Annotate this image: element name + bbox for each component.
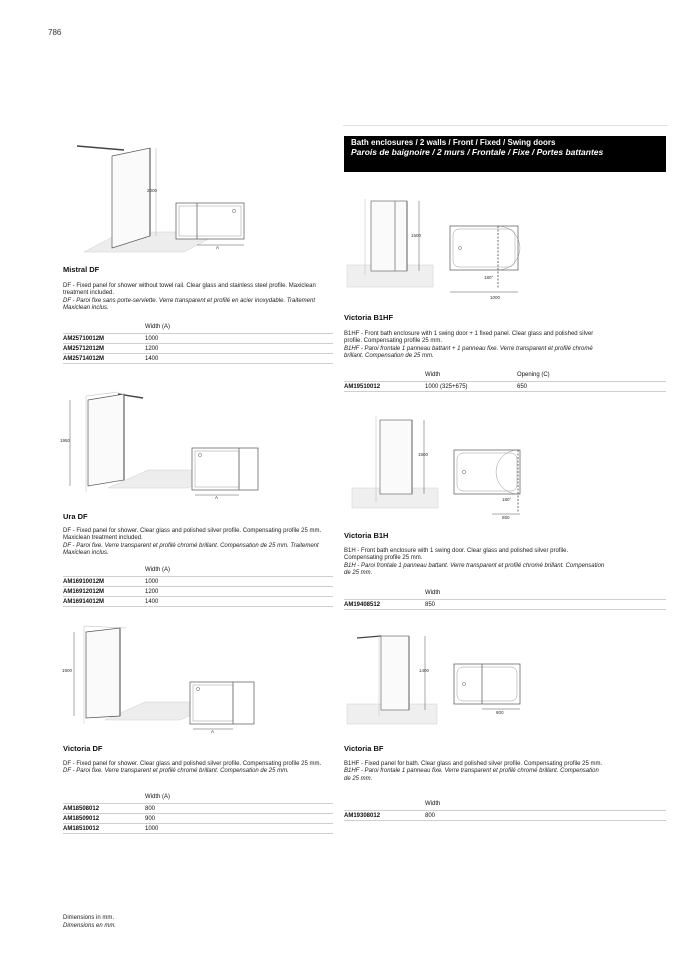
col-header-width: Width bbox=[425, 589, 441, 596]
mistral-df-desc-en: DF - Fixed panel for shower without towel rail. Clear glass and stainless steel profile. Maxiclean treatment included. bbox=[63, 283, 316, 297]
table-row: AM25714012M 1400 bbox=[63, 354, 333, 364]
b1h-dim-angle: 180° bbox=[502, 497, 512, 502]
victoria-df-plan bbox=[186, 676, 258, 734]
b1hf-dim-width: 1000 bbox=[490, 295, 501, 300]
bf-desc-fr: B1HF - Paroi frontale 1 panneau fixe. Verre transparent et profilé chromé brillant. Compensation de 25 mm. bbox=[344, 768, 599, 782]
footnote-fr: Dimensions en mm. bbox=[63, 923, 117, 929]
table-row: AM18509012 900 bbox=[63, 814, 333, 824]
footnote-en: Dimensions in mm. bbox=[63, 915, 115, 921]
top-divider bbox=[343, 125, 668, 126]
ura-df-desc-fr: DF - Paroi fixe. Verre transparent et profilé chromé brillant. Compensation de 25 mm. Traitement Maxiclean inclus. bbox=[63, 542, 319, 557]
b1h-dim-width: 850 bbox=[502, 515, 510, 520]
mistral-df-table bbox=[63, 320, 333, 364]
victoria-b1hf-description bbox=[344, 331, 606, 361]
ura-df-table bbox=[63, 563, 333, 607]
victoria-df-title: Victoria DF bbox=[63, 744, 103, 753]
table-row: AM25710012M 1000 bbox=[63, 334, 333, 344]
col-header-width: Width (A) bbox=[145, 566, 171, 573]
victoria-b1hf-title: Victoria B1HF bbox=[344, 313, 394, 322]
banner-title-fr: Parois de baignoire / 2 murs / Frontale / Fixe / Portes battantes bbox=[351, 147, 604, 157]
table-row: AM19510012 1000 (325+675) 650 bbox=[344, 382, 666, 392]
page-number: 786 bbox=[48, 28, 62, 37]
table-row: AM16914012M 1400 bbox=[63, 597, 333, 607]
b1h-desc-fr: B1H - Paroi frontale 1 panneau battant. Verre transparent et profilé chromé brillant. Compensation de 25 mm. bbox=[344, 562, 605, 577]
victoria-bf-table bbox=[344, 797, 666, 821]
victoria-df-dim-height: 1900 bbox=[62, 668, 73, 673]
victoria-b1hf-table bbox=[344, 368, 666, 392]
bf-dim-height: 1400 bbox=[419, 668, 430, 673]
victoria-b1h-description bbox=[344, 548, 606, 578]
mistral-dim-height: 2000 bbox=[147, 188, 158, 193]
col-header-width: Width (A) bbox=[145, 323, 171, 330]
banner-title-en: Bath enclosures / 2 walls / Front / Fixed / Swing doors bbox=[351, 138, 556, 147]
col-header-opening: Opening (C) bbox=[517, 371, 550, 378]
victoria-b1h-plan bbox=[450, 442, 528, 522]
victoria-bf-title: Victoria BF bbox=[344, 744, 384, 753]
table-row: AM16910012M 1000 bbox=[63, 577, 333, 587]
victoria-df-desc-fr: DF - Paroi fixe. Verre transparent et profilé chromé brillant. Compensation de 25 mm. bbox=[63, 768, 289, 775]
victoria-b1h-table bbox=[344, 586, 666, 610]
b1h-dim-height: 1500 bbox=[418, 452, 429, 457]
table-row: AM16912012M 1200 bbox=[63, 587, 333, 597]
b1hf-desc-en: B1HF - Front bath enclosure with 1 swing door + 1 fixed panel. Clear glass and polished silver profile. Compensating profile 25 mm. bbox=[344, 331, 594, 345]
victoria-b1hf-illustration bbox=[345, 195, 435, 295]
footnote bbox=[63, 914, 116, 930]
col-header-width: Width (A) bbox=[145, 793, 171, 800]
b1hf-dim-height: 1500 bbox=[411, 233, 422, 238]
victoria-df-dim-width: A bbox=[211, 729, 215, 734]
ura-df-plan bbox=[188, 444, 260, 500]
victoria-b1h-title: Victoria B1H bbox=[344, 531, 389, 540]
victoria-b1hf-plan bbox=[446, 218, 524, 304]
b1hf-desc-fr: B1HF - Paroi frontale 1 panneau battant + 1 panneau fixe. Verre transparent et profilé chromé brillant. Compensation de 25 mm. bbox=[344, 345, 593, 360]
victoria-bf-description bbox=[344, 761, 606, 783]
col-header-width: Width bbox=[425, 800, 441, 807]
victoria-df-description bbox=[63, 761, 333, 776]
victoria-df-table bbox=[63, 790, 333, 834]
mistral-df-plan bbox=[172, 198, 247, 250]
victoria-b1h-illustration bbox=[350, 412, 440, 518]
col-header-width: Width bbox=[425, 371, 441, 378]
mistral-dim-width: A bbox=[216, 245, 220, 250]
ura-df-desc-en: DF - Fixed panel for shower. Clear glass and polished silver profile. Compensating profile 25 mm. Maxiclean treatment included. bbox=[63, 528, 322, 542]
ura-dim-height: 1950 bbox=[60, 438, 71, 443]
table-row: AM18510012 1000 bbox=[63, 824, 333, 834]
section-banner bbox=[344, 136, 666, 172]
table-row: AM19308012 800 bbox=[344, 811, 666, 821]
ura-df-description bbox=[63, 528, 333, 558]
b1hf-dim-angle: 180° bbox=[484, 275, 494, 280]
ura-dim-width: A bbox=[215, 495, 219, 500]
victoria-bf-illustration bbox=[345, 628, 440, 733]
table-row: AM19408512 850 bbox=[344, 600, 666, 610]
mistral-df-title: Mistral DF bbox=[63, 265, 100, 274]
bf-dim-width: 800 bbox=[496, 710, 504, 715]
bf-desc-en: B1HF - Fixed panel for bath. Clear glass and polished silver profile. Compensating profile 25 mm. bbox=[344, 761, 603, 767]
mistral-df-description bbox=[63, 283, 333, 313]
table-row: AM25712012M 1200 bbox=[63, 344, 333, 354]
b1h-desc-en: B1H - Front bath enclosure with 1 swing door. Clear glass and polished silver profile. Compensating profile 25 mm. bbox=[344, 548, 569, 562]
victoria-df-desc-en: DF - Fixed panel for shower. Clear glass and polished silver profile. Compensating profile 25 mm. bbox=[63, 761, 322, 767]
victoria-bf-plan bbox=[450, 658, 525, 718]
mistral-df-desc-fr: DF - Paroi fixe sans porte-serviette. Verre transparent et profilé en acier inoxydable. Traitement Maxiclean inclus. bbox=[63, 297, 316, 312]
table-row: AM18508012 800 bbox=[63, 804, 333, 814]
ura-df-title: Ura DF bbox=[63, 512, 88, 521]
